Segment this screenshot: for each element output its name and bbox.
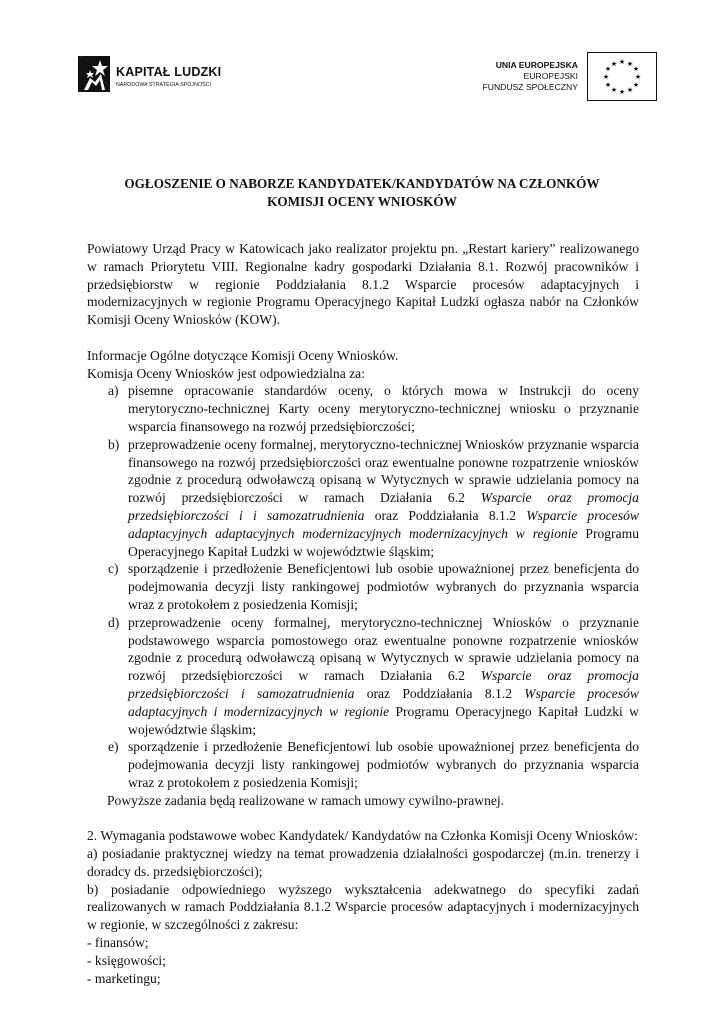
eu-union-label: UNIA EUROPEJSKA: [495, 60, 578, 70]
list-item: [87, 738, 639, 791]
list-marker: b): [108, 436, 120, 452]
svg-text:★: ★: [602, 73, 610, 81]
eu-logo-text: [483, 60, 579, 93]
svg-text:★: ★: [618, 88, 626, 96]
title-line-2: KOMISJI OCENY WNIOSKÓW: [267, 194, 457, 209]
section1-closing: Powyższe zadania będą realizowane w ramach umowy cywilno-prawnej.: [107, 792, 505, 808]
eu-flag-icon: [587, 52, 657, 101]
list-item-text: przeprowadzenie oceny formalnej, merytoryczno-technicznej Wniosków o przyznanie podstawowego wsparcia pomostowego oraz ewentualne ponowne rozpatrzenie wniosków zgodnie z procedurą odwoławczą opisaną w Wytycznych w sprawie udzielania pomocy na rozwój przedsiębiorczości w ramach Działania 6.2 Wsparcie oraz promocja przedsiębiorczości i samozatrudnienia oraz Poddziałania 8.1.2 Wsparcie procesów adaptacyjnych i modernizacyjnych w regionie Programu Operacyjnego Kapitał Ludzki w województwie śląskim;: [128, 614, 639, 737]
svg-text:★: ★: [610, 60, 618, 68]
section1-heading: Informacje Ogólne dotyczące Komisji Oceny Wniosków.: [87, 347, 399, 363]
requirement-b: b) posiadanie odpowiedniego wyższego wykształcenia adekwatnego do specyfiki zadań realizowanych w ramach Poddziałania 8.1.2 Wsparcie procesów adaptacyjnych i modernizacyjnych w regionie, w szczególności z zakresu:: [87, 881, 639, 933]
requirement-a: a) posiadanie praktycznej wiedzy na temat prowadzenia działalności gospodarczej (m.in. trenerzy i doradcy ds. przedsiębiorczości);: [87, 846, 639, 879]
field-marketing: - marketingu;: [87, 970, 161, 986]
list-item: [87, 382, 639, 435]
title-line-1: OGŁOSZENIE O NABORZE KANDYDATEK/KANDYDATÓW NA CZŁONKÓW: [124, 176, 600, 191]
list-item-text: sporządzenie i przedłożenie Beneficjentowi lub osobie upoważnionej przez beneficjenta do podejmowania decyzji listy rankingowej podmiotów wybranych do przyznania wsparcia wraz z protokołem z posiedzenia Komisji;: [128, 739, 639, 790]
kapital-ludzki-emblem-icon: [74, 52, 114, 98]
section1-lead: Komisja Oceny Wniosków jest odpowiedzialna za:: [87, 365, 365, 381]
intro-paragraph: Powiatowy Urząd Pracy w Katowicach jako realizator projektu pn. „Restart kariery” realizowanego w ramach Priorytetu VIII. Regionalne kadry gospodarki Działania 8.1. Rozwój pracowników i przedsiębiorstw w regionie Poddziałania 8.1.2 Wsparcie procesów adaptacyjnych i modernizacyjnych w regionie Programu Operacyjnego Kapitał Ludzki ogłasza nabór na Członków Komisji Oceny Wniosków (KOW).: [87, 241, 639, 328]
svg-text:★: ★: [634, 73, 642, 81]
list-marker: a): [108, 383, 119, 399]
list-item-text: pisemne opracowanie standardów oceny, o których mowa w Instrukcji do oceny merytoryczno-technicznej Karty oceny merytoryczno-technicznej wniosku o przyznanie wsparcia finansowego na rozwój przedsiębiorczości;: [128, 383, 639, 434]
list-item: [87, 614, 639, 739]
svg-text:★: ★: [610, 86, 618, 94]
kapital-ludzki-logo: [74, 52, 234, 98]
svg-text:★: ★: [632, 81, 640, 89]
list-marker: c): [108, 561, 119, 577]
document-body: [87, 240, 639, 987]
list-item: [87, 560, 639, 613]
list-marker: d): [108, 614, 120, 630]
section2-heading: 2. Wymagania podstawowe wobec Kandydatek/ Kandydatów na Członka Komisji Oceny Wniosków:: [87, 828, 638, 844]
kapital-ludzki-name: KAPITAŁ LUDZKI: [116, 65, 222, 79]
list-item: [87, 436, 639, 561]
list-item-text: sporządzenie i przedłożenie Beneficjentowi lub osobie upoważnionej przez beneficjenta do podejmowania decyzji listy rankingowej podmiotów wybranych do przyznania wsparcia wraz z protokołem z posiedzenia Komisji;: [128, 561, 639, 612]
eu-fund-label-2: FUNDUSZ SPOŁECZNY: [482, 82, 578, 92]
kapital-ludzki-subtitle: NARODOWA STRATEGIA SPÓJNOŚCI: [116, 82, 212, 88]
field-finance: - finansów;: [87, 935, 149, 951]
svg-text:★: ★: [632, 65, 640, 73]
svg-text:★: ★: [626, 86, 634, 94]
svg-text:★: ★: [626, 60, 634, 68]
svg-text:★: ★: [604, 65, 612, 73]
eu-fund-label-1: EUROPEJSKI: [523, 71, 578, 81]
announcement-title: [60, 175, 664, 211]
list-item-text: przeprowadzenie oceny formalnej, merytoryczno-technicznej Wniosków przyznanie wsparcia finansowego na rozwój przedsiębiorczości oraz ewentualne ponowne rozpatrzenie wniosków zgodnie z procedurą odwoławczą opisaną w Wytycznych w sprawie udzielania pomocy na rozwój przedsiębiorczości w ramach Działania 6.2 Wsparcie oraz promocja przedsiębiorczości i i samozatrudnienia oraz Poddziałania 8.1.2 Wsparcie procesów adaptacyjnych adaptacyjnych modernizacyjnych modernizacyjnych w regionie Programu Operacyjnego Kapitał Ludzki w województwie śląskim;: [128, 436, 640, 559]
list-marker: e): [108, 739, 119, 755]
svg-text:★: ★: [604, 81, 612, 89]
svg-text:★: ★: [618, 58, 626, 66]
field-accounting: - księgowości;: [87, 952, 166, 968]
